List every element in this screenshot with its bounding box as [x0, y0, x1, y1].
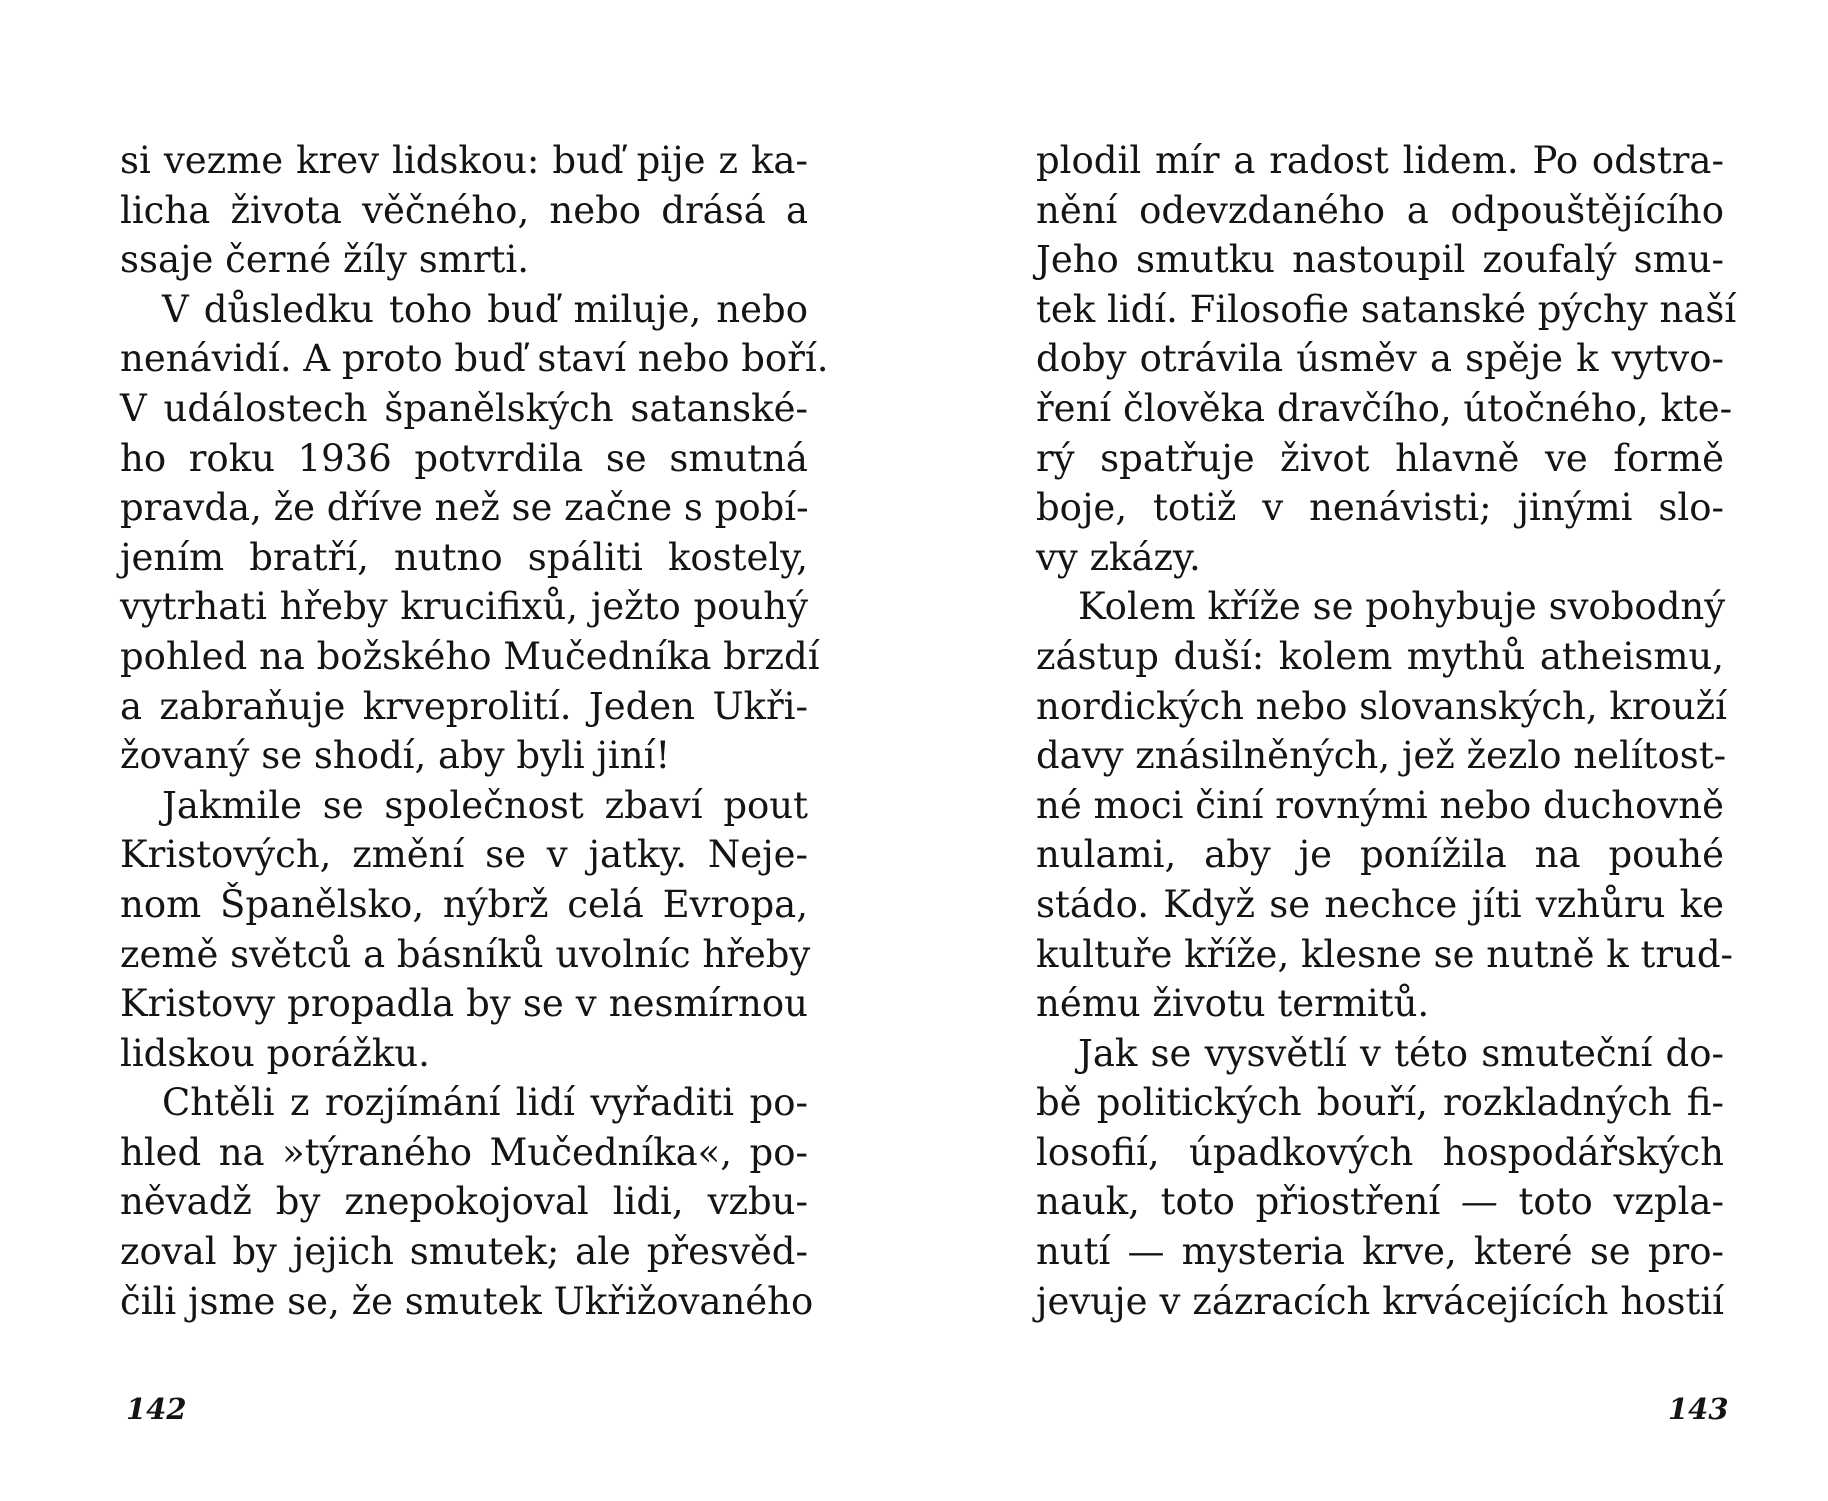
right-page-number: 143: [1668, 1392, 1729, 1426]
text-line: Chtěli z rozjímání lidí vyřaditi po-: [162, 1081, 808, 1125]
text-line: nenávidí. A proto buď staví nebo boří.: [120, 337, 829, 381]
text-line: tek lidí. Filosofie satanské pýchy naší: [1036, 287, 1737, 331]
text-line: zoval by jejich smutek; ale přesvěd-: [120, 1230, 808, 1274]
left-page-text: [120, 136, 829, 1326]
text-line: a zabraňuje krveprolití. Jeden Ukři-: [120, 684, 808, 728]
text-line: něvadž by znepokojoval lidi, vzbu-: [120, 1180, 808, 1224]
text-line: jením bratří, nutno spáliti kostely,: [120, 535, 808, 579]
text-line: nordických nebo slovanských, krouží: [1036, 684, 1727, 728]
text-line: čili jsme se, že smutek Ukřižovaného: [120, 1279, 814, 1323]
text-line: nutí — mysteria krve, které se pro-: [1036, 1230, 1724, 1274]
text-line: Jak se vysvětlí v této smuteční do-: [1078, 1031, 1724, 1075]
text-line: V událostech španělských satanské-: [120, 386, 808, 430]
paragraph: [1036, 582, 1734, 1028]
paragraph: [120, 285, 829, 781]
text-line: Kristových, změní se v jatky. Neje-: [120, 833, 808, 877]
text-line: davy znásilněných, jež žezlo nelítost-: [1036, 734, 1727, 778]
text-line: ssaje černé žíly smrti.: [120, 238, 530, 282]
text-line: Kristovy propadla by se v nesmírnou: [120, 982, 808, 1026]
right-page: [914, 0, 1828, 1501]
text-line: licha života věčného, nebo drásá a: [120, 188, 808, 232]
text-line: né moci činí rovnými nebo duchovně: [1036, 783, 1724, 827]
text-line: nění odevzdaného a odpouštějícího: [1036, 188, 1724, 232]
text-line: jevuje v zázracích krvácejících hostií: [1036, 1279, 1724, 1323]
text-line: rý spatřuje život hlavně ve formě: [1036, 436, 1724, 480]
text-line: nom Španělsko, nýbrž celá Evropa,: [120, 882, 808, 926]
text-line: stádo. Když se nechce jíti vzhůru ke: [1036, 882, 1724, 926]
text-line: bě politických bouří, rozkladných fi-: [1036, 1081, 1724, 1125]
text-line: pohled na božského Mučedníka brzdí: [120, 634, 820, 678]
text-line: plodil mír a radost lidem. Po odstra-: [1036, 139, 1724, 182]
text-line: Jakmile se společnost zbaví pout: [162, 783, 808, 827]
text-line: lidskou porážku.: [120, 1031, 430, 1075]
paragraph: [120, 781, 811, 1079]
text-line: ření člověka dravčího, útočného, kte-: [1036, 386, 1733, 430]
text-line: Jeho smutku nastoupil zoufalý smu-: [1036, 238, 1724, 282]
text-line: Kolem kříže se pohybuje svobodný: [1078, 585, 1726, 629]
paragraph: [120, 136, 808, 285]
text-line: V důsledku toho buď miluje, nebo: [162, 287, 808, 331]
text-line: nému životu termitů.: [1036, 982, 1430, 1026]
text-line: kultuře kříže, klesne se nutně k trud-: [1036, 932, 1734, 976]
text-line: doby otrávila úsměv a spěje k vytvo-: [1036, 337, 1724, 381]
left-page-number: 142: [126, 1392, 187, 1426]
text-line: zástup duší: kolem mythů atheismu,: [1036, 634, 1724, 678]
paragraph: [120, 1078, 814, 1326]
text-line: vy zkázy.: [1036, 535, 1201, 579]
text-line: vytrhati hřeby krucifixů, ježto pouhý: [120, 585, 808, 629]
paragraph: [1036, 136, 1737, 582]
text-line: země světců a básníků uvolníc hřeby: [120, 932, 811, 976]
text-line: losofií, úpadkových hospodářských: [1036, 1130, 1724, 1174]
text-line: nulami, aby je ponížila na pouhé: [1036, 833, 1724, 877]
text-line: žovaný se shodí, aby byli jiní!: [120, 734, 671, 778]
text-line: hled na »týraného Mučedníka«, po-: [120, 1130, 808, 1174]
text-line: pravda, že dříve než se začne s pobí-: [120, 486, 809, 530]
text-line: boje, totiž v nenávisti; jinými slo-: [1036, 486, 1724, 530]
paragraph: [1036, 1029, 1724, 1327]
text-line: si vezme krev lidskou: buď pije z ka-: [120, 139, 808, 182]
right-page-text: [1036, 136, 1737, 1326]
text-line: nauk, toto přiostření — toto vzpla-: [1036, 1180, 1724, 1224]
text-line: ho roku 1936 potvrdila se smutná: [120, 436, 808, 480]
